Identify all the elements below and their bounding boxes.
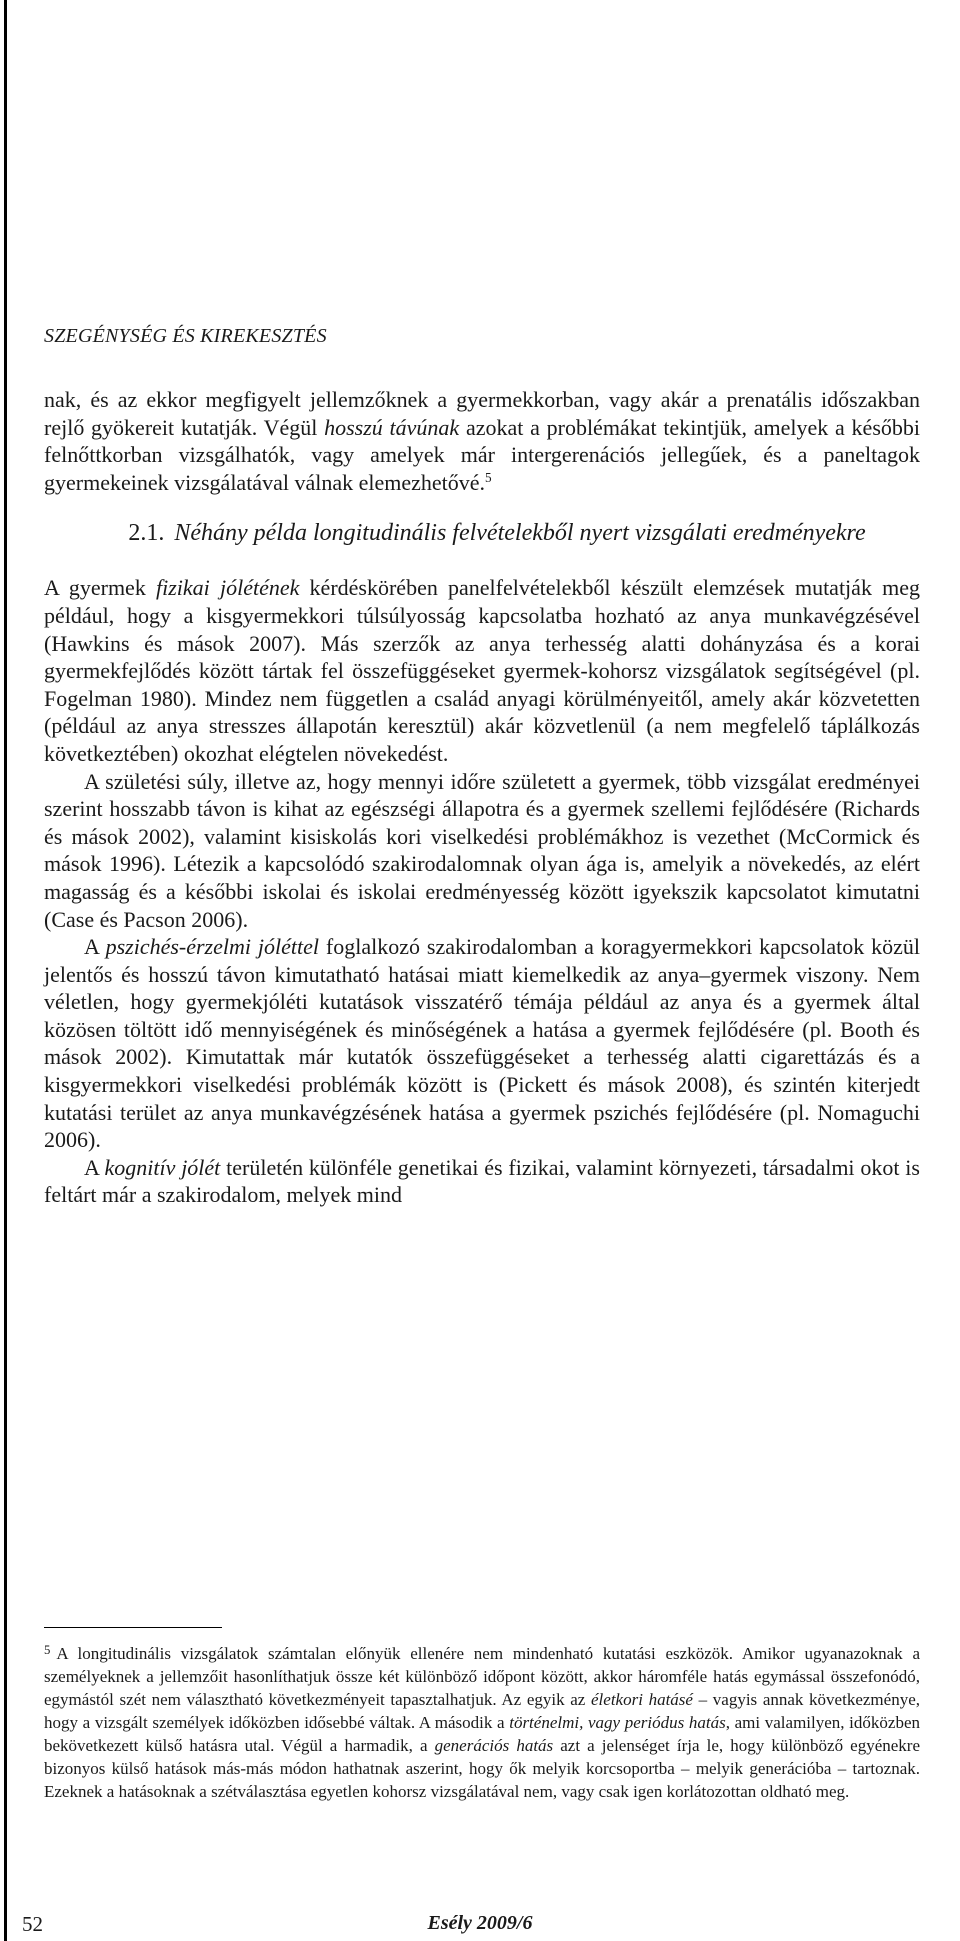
- p4-emphasis: kognitív jólét: [104, 1154, 221, 1180]
- paragraph-physical-wellbeing: [44, 574, 920, 767]
- intro-text-1: nak, és az ekkor megfigyelt jellemzőknek a gyermekkorban, vagy akár a prenatális időszakban rejlő gyökereit kutatják. Végül: [44, 387, 920, 440]
- p4-text-1: A: [84, 1154, 105, 1180]
- main-text: [44, 386, 920, 1209]
- footnote-reference[interactable]: 5: [485, 469, 492, 485]
- fn-emphasis-1: életkori hatásé: [591, 1690, 693, 1709]
- section-heading: [44, 518, 920, 548]
- journal-title: Esély 2009/6: [427, 1912, 533, 1934]
- footnote-divider: [44, 1627, 222, 1628]
- page-number: 52: [22, 1912, 43, 1936]
- footnote-marker: 5: [44, 1643, 51, 1657]
- fn-emphasis-3: generációs hatás: [434, 1736, 554, 1755]
- paragraph-emotional-wellbeing: [44, 933, 920, 1154]
- fn-text-4: azt a jelenséget írja le, hogy különböző egyénekre bizonyos külső hatások más-más módon hathatnak aszerint, hogy ők melyik korcsoportba – melyik generációba – tartoznak. Ezeknek a hatásoknak a szétválasztása egyetlen kohorsz vizsgálatával nem, vagy csak igen korlátozottan oldható meg.: [44, 1736, 921, 1801]
- paragraph-cognitive-wellbeing: [44, 1154, 920, 1209]
- intro-text-2: azokat a problémákat tekintjük, amelyek a későbbi felnőttkorban vizsgálhatók, vagy amelyek már intergerenációs jellegűek, és a paneltagok gyermekeinek vizsgálatával válnak elemezhetővé.: [44, 414, 920, 495]
- p1-text-2: kérdéskörében panelfelvételekből készült elemzések mutatják meg például, hogy a kisgyermekkori túlsúlyosság kapcsolatba hozható az anya munkavégzésével (Hawkins és mások 2007). Más szerzők az anya terhesség alatti dohányzása és a korai gyermekfejlődés között tártak fel összefüggéseket gyermek-kohorsz vizsgálatok segítségével (pl. Fogelman 1980). Mindez nem független a család anyagi körülményeitől, amely akár közvetetten (például az anya stresszes állapotán keresztül) akár közvetlenül (a nem megfelelő táplálkozás következtében) okozhat elégtelen növekedést.: [44, 575, 920, 766]
- p4-text-2: területén különféle genetikai és fizikai, valamint környezeti, társadalmi okot is feltárt már a szakirodalom, melyek mind: [44, 1154, 920, 1208]
- intro-paragraph: [44, 386, 920, 496]
- fn-text-3: , ami valamilyen, időközben bekövetkezett külső hatásra utal. Végül a harmadik, a: [44, 1713, 920, 1755]
- fn-text-2: – vagyis annak következménye, hogy a vizsgált személyek időközben idősebbé váltak. A második a: [44, 1690, 920, 1732]
- p3-emphasis: pszichés-érzelmi jóléttel: [105, 934, 319, 960]
- paragraph-birth-weight: A születési súly, illetve az, hogy mennyi időre született a gyermek, több vizsgálat eredményei szerint hosszabb távon is kihat az egészségi állapotra és a gyermek szellemi fejlődésére (Richards és mások 2002), valamint kisiskolás kori viselkedési problémákhoz is vezethet (McCormick és mások 1996). Létezik a kapcsolódó szakirodalomnak olyan ága is, amelyik a növekedés, az elért magasság és a későbbi iskolai és iskolai eredményesség között igyekszik kapcsolatot kimutatni (Case és Pacson 2006).: [44, 768, 920, 932]
- left-margin-rule: [4, 0, 7, 1941]
- fn-emphasis-2: történelmi, vagy periódus hatás: [509, 1713, 726, 1732]
- p3-text-1: A: [84, 934, 106, 960]
- section-title: Néhány példa longitudinális felvételekből nyert vizsgálati eredményekre: [174, 520, 866, 547]
- intro-emphasis: hosszú távúnak: [324, 414, 460, 440]
- running-title: SZEGÉNYSÉG ÉS KIREKESZTÉS: [44, 325, 327, 347]
- footnotes: [44, 1627, 920, 1803]
- p1-emphasis: fizikai jólétének: [156, 575, 300, 601]
- p3-text-2: foglalkozó szakirodalomban a koragyermekkori kapcsolatok közül jelentős és hosszú távon kimutatható hatásai miatt kiemelkedik az anya–gyermek viszony. Nem véletlen, hogy gyermekjóléti kutatások visszatérő témája például az anya és a gyermek által közösen töltött idő mennyiségének és minőségének a hatása a gyermek fejlődésére (pl. Booth és mások 2002). Kimutattak már kutatók összefüggéseket a terhesség alatti cigarettázás és a kisgyermekkori viselkedési problémák között is (Pickett és mások 2008), és szintén kiterjedt kutatási terület az anya munkavégzésének hatása a gyermek pszichés fejlődésére (pl. Nomaguchi 2006).: [44, 934, 920, 1153]
- p1-text-1: A gyermek: [44, 575, 157, 601]
- footnote-5: [44, 1642, 920, 1803]
- fn-text-1: A longitudinális vizsgálatok számtalan előnyük ellenére nem mindenható kutatási eszközök. Amikor ugyanazoknak a személyeknek a jellemzőit hasonlíthatjuk össze két különböző időpont között, akkor háromféle hatás egymással összefonódó, egymástól szét nem választható következményeit tapasztalhatjuk. Az egyik az: [44, 1644, 920, 1709]
- section-number: 2.1.: [128, 520, 165, 547]
